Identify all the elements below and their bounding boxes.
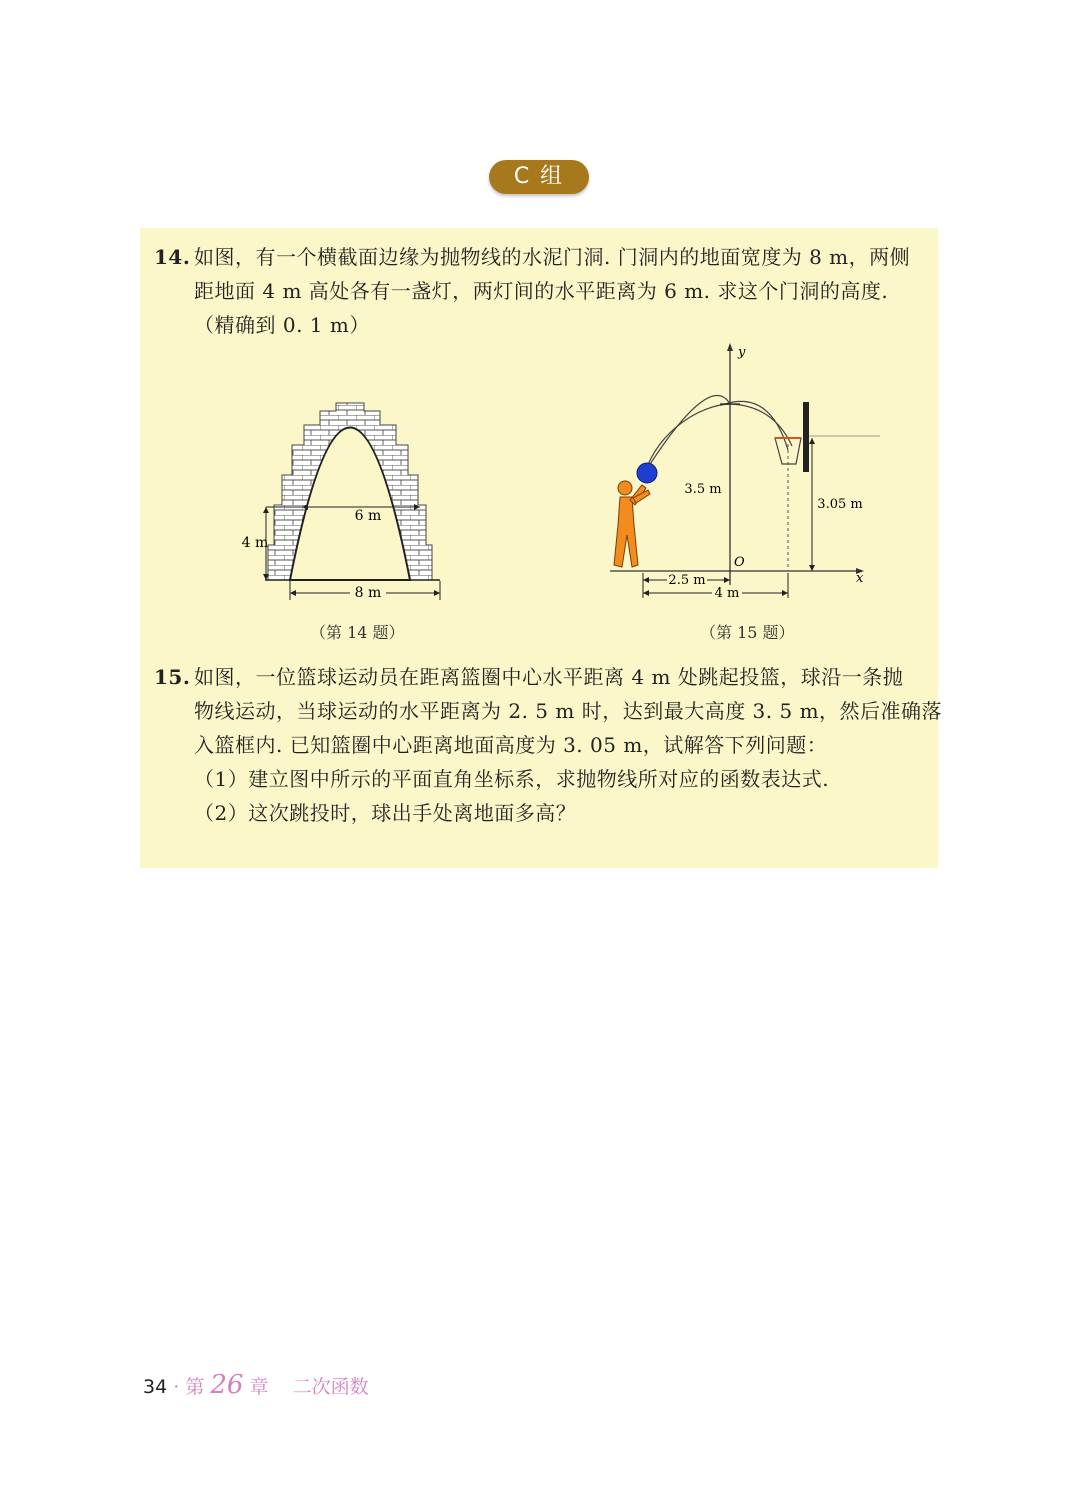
chapter-number: 26 — [210, 1370, 244, 1400]
figure-15-basketball — [600, 340, 885, 605]
player-icon — [614, 481, 650, 567]
problem-15-number: 15. — [154, 665, 191, 689]
problem-15-line-2: 物线运动，当球运动的水平距离为 2. 5 m 时，达到最大高度 3. 5 m，然后准确落 — [194, 699, 943, 723]
y-axis-label: y — [738, 345, 746, 360]
problem-15-line-3: 入篮框内. 已知篮圈中心距离地面高度为 3. 05 m，试解答下列问题： — [194, 733, 828, 757]
label-6m: 6 m — [354, 508, 382, 524]
problem-14 — [154, 240, 910, 342]
problem-15 — [154, 660, 942, 830]
page-footer — [143, 1370, 369, 1400]
basketball-icon — [637, 463, 657, 483]
figure-14-arch — [230, 395, 470, 610]
label-8m: 8 m — [354, 585, 382, 601]
problem-15-sub-2: （2）这次跳投时，球出手处离地面多高？ — [194, 801, 577, 825]
label-4m-height: 4 m — [241, 535, 269, 551]
page-number: 34 — [143, 1376, 168, 1398]
problem-14-number: 14. — [154, 245, 191, 269]
figure-15-caption: （第 15 题） — [700, 623, 795, 642]
problem-14-line-2: 距地面 4 m 高处各有一盏灯，两灯间的水平距离为 6 m. 求这个门洞的高度. — [194, 279, 889, 303]
problem-15-sub-1: （1）建立图中所示的平面直角坐标系，求抛物线所对应的函数表达式. — [194, 767, 830, 791]
backboard — [803, 402, 809, 472]
chapter-title: 二次函数 — [292, 1376, 369, 1398]
problem-14-line-1: 如图，有一个横截面边缘为抛物线的水泥门洞. 门洞内的地面宽度为 8 m，两侧 — [194, 245, 911, 269]
x-axis-label: x — [856, 571, 864, 586]
problem-14-line-3: （精确到 0. 1 m） — [194, 313, 370, 337]
section-badge: C 组 — [489, 160, 589, 194]
chapter-suffix: 章 — [249, 1376, 269, 1398]
footer-separator: · — [173, 1376, 180, 1398]
label-4m-distance: 4 m — [714, 586, 740, 601]
chapter-prefix: 第 — [185, 1376, 205, 1398]
problem-15-line-1: 如图，一位篮球运动员在距离篮圈中心水平距离 4 m 处跳起投篮，球沿一条抛 — [194, 665, 904, 689]
figure-14-caption: （第 14 题） — [310, 623, 405, 642]
origin-label: O — [734, 555, 745, 570]
label-3-05m: 3.05 m — [817, 497, 863, 512]
label-3-5m: 3.5 m — [684, 482, 722, 497]
label-2-5m: 2.5 m — [668, 573, 706, 588]
